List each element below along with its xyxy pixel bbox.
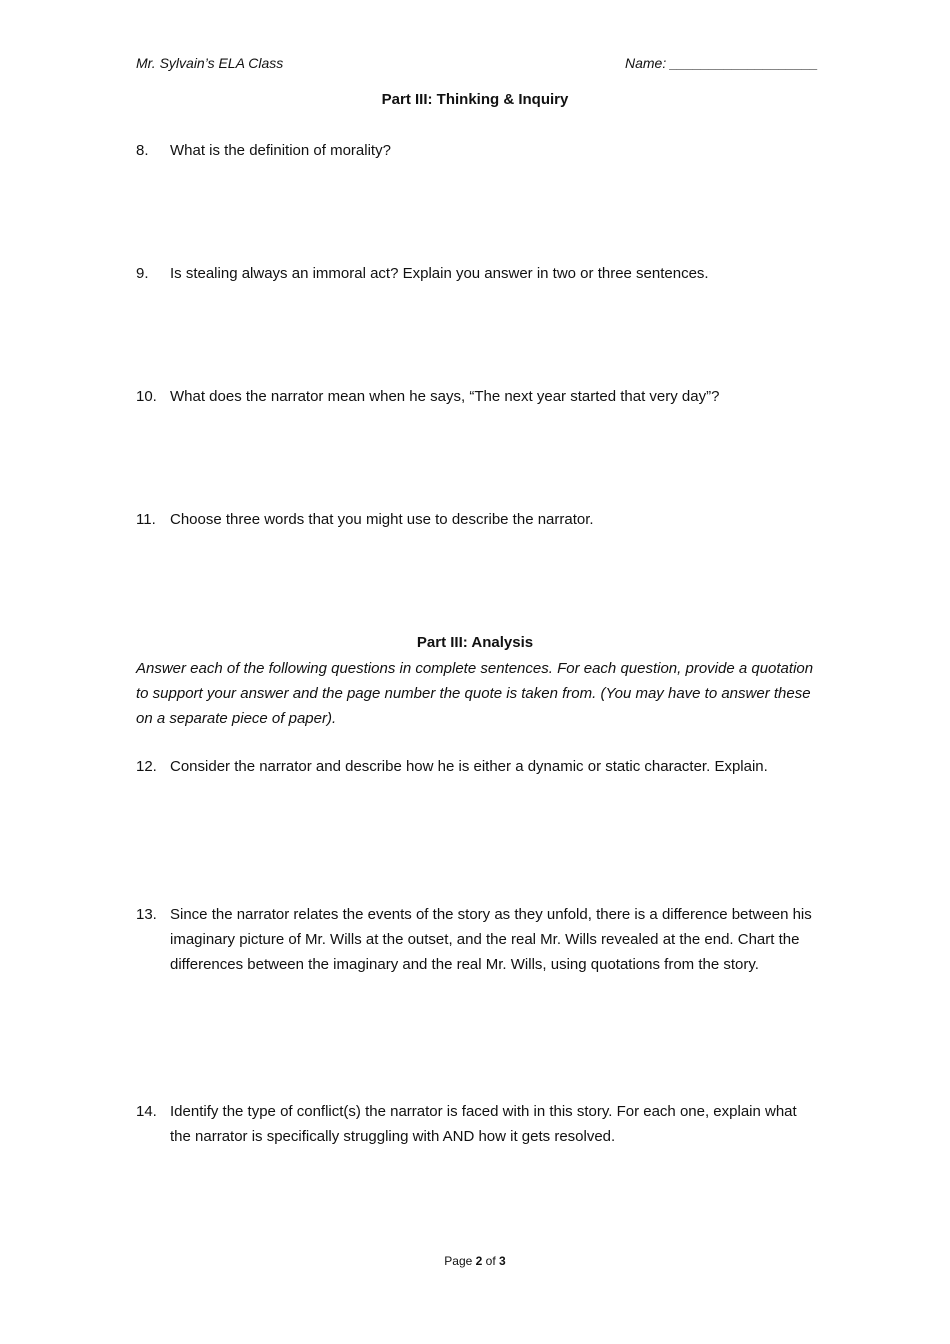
- question-number: 8.: [136, 142, 149, 159]
- question-9: [136, 261, 816, 286]
- question-number: 11.: [136, 511, 156, 528]
- question-text: Is stealing always an immoral act? Explain you answer in two or three sentences.: [170, 265, 709, 282]
- question-text: Consider the narrator and describe how he is either a dynamic or static character. Explain.: [170, 758, 768, 775]
- question-10: [136, 384, 816, 409]
- question-number: 14.: [136, 1103, 157, 1120]
- question-number: 13.: [136, 906, 157, 923]
- class-name: Mr. Sylvain’s ELA Class: [136, 55, 284, 71]
- question-text: What is the definition of morality?: [170, 142, 391, 159]
- section-title-thinking-inquiry: Part III: Thinking & Inquiry: [381, 91, 569, 108]
- question-14: [136, 1099, 816, 1149]
- question-8: [136, 138, 816, 163]
- question-text: Identify the type of conflict(s) the narrator is faced with in this story. For each one, explain what the narrator is specifically struggling with AND how it gets resolved.: [170, 1103, 797, 1145]
- question-number: 10.: [136, 388, 157, 405]
- page-current: 2: [475, 1254, 483, 1268]
- analysis-instructions: Answer each of the following questions in complete sentences. For each question, provide a quotation to support your answer and the page number the quote is taken from. (You may have to answer these on a separate piece of paper).: [136, 660, 814, 727]
- section-title-analysis: Part III: Analysis: [416, 634, 534, 651]
- question-number: 12.: [136, 758, 157, 775]
- of-label: of: [485, 1254, 496, 1268]
- question-13: [136, 902, 816, 977]
- question-text: Choose three words that you might use to describe the narrator.: [170, 511, 594, 528]
- question-number: 9.: [136, 265, 149, 282]
- question-text: What does the narrator mean when he says, “The next year started that very day”?: [170, 388, 720, 405]
- question-text: Since the narrator relates the events of the story as they unfold, there is a difference between his imaginary picture of Mr. Wills at the outset, and the real Mr. Wills revealed at the end. Chart the differences between the imaginary and the real Mr. Wills, using quotations from the story.: [170, 906, 812, 973]
- question-11: [136, 507, 816, 532]
- name-field-label: Name: ___________________: [625, 55, 819, 71]
- page-label: Page: [444, 1254, 473, 1268]
- question-12: [136, 754, 816, 779]
- page-footer: [0, 1254, 950, 1268]
- page-total: 3: [499, 1254, 506, 1268]
